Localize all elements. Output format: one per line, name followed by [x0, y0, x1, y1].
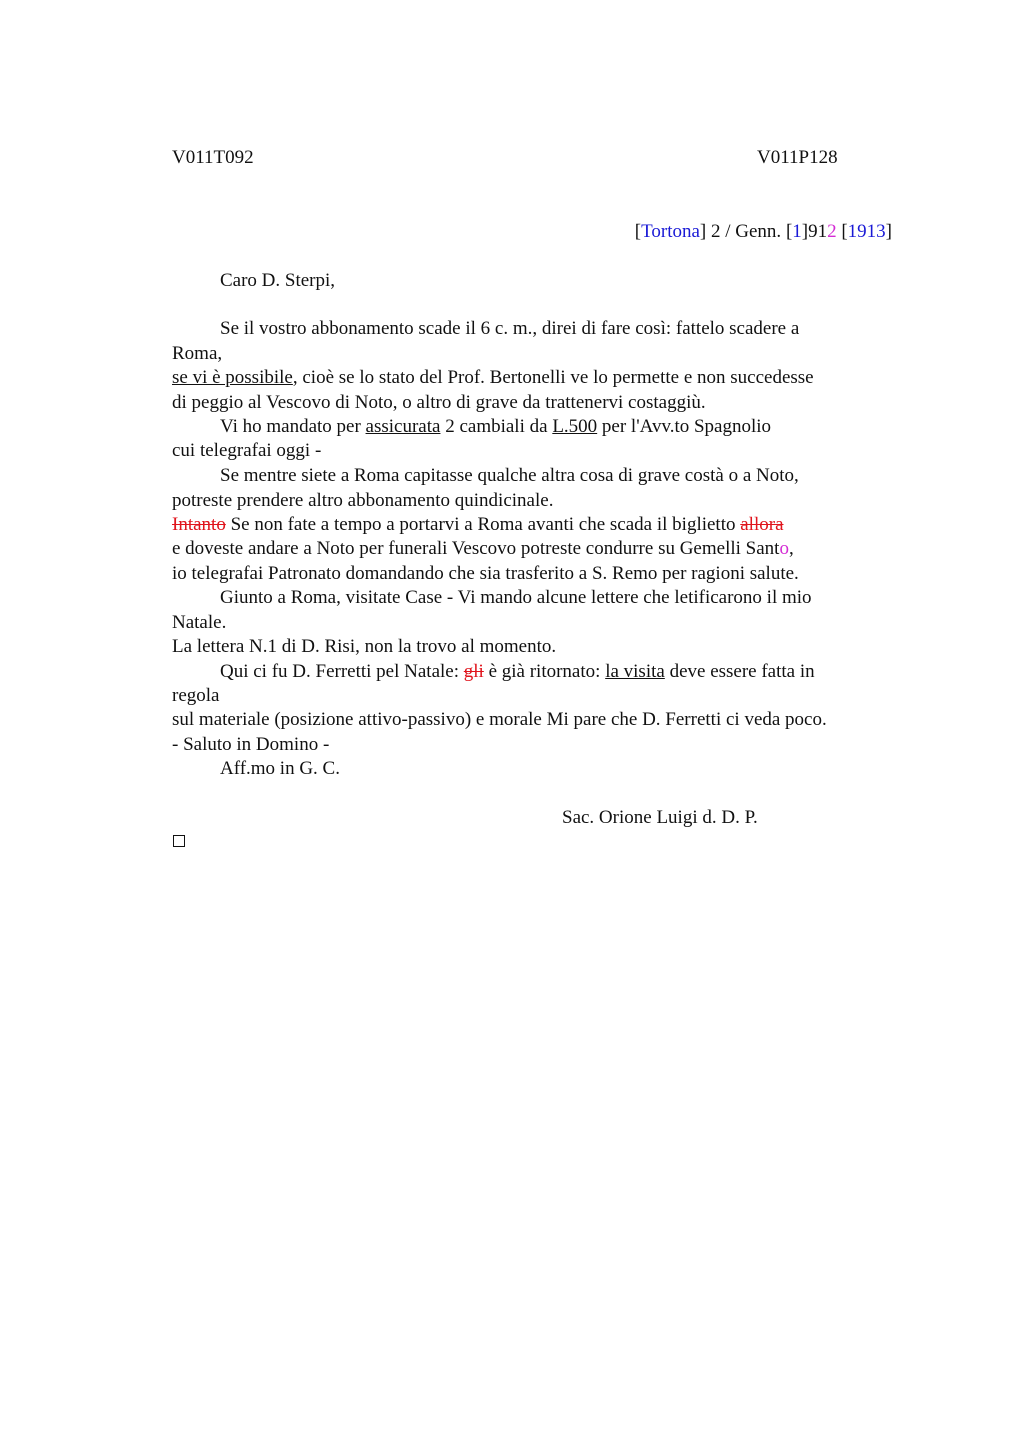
deleted-word: allora — [740, 514, 784, 535]
text-segment: e doveste andare a Noto per funerali Vescovo potreste condurre su Gemelli Sant — [172, 538, 780, 559]
text-segment: Qui ci fu D. Ferretti pel Natale: — [220, 661, 464, 682]
text-line: sul materiale (posizione attivo-passivo) e morale Mi pare che D. Ferretti ci veda poco. — [172, 709, 827, 730]
text-line: regola — [172, 685, 220, 706]
bracket-close: ] — [885, 221, 892, 242]
text-segment: è già ritornato: — [483, 661, 606, 682]
salutation: Caro D. Sterpi, — [220, 270, 336, 291]
text-line — [220, 661, 815, 683]
text-segment: , cioè se lo stato del Prof. Bertonelli ve lo permette e non succedesse — [292, 367, 814, 388]
underlined-word: assicurata — [365, 416, 441, 437]
archive-code-right: V011P128 — [757, 147, 838, 168]
text-line — [172, 538, 794, 560]
text-line: - Saluto in Domino - — [172, 734, 330, 755]
text-segment: Se non fate a tempo a portarvi a Roma avanti che scada il biglietto — [225, 514, 741, 535]
underlined-phrase: la visita — [605, 661, 665, 682]
dateline — [635, 221, 892, 243]
text-segment: deve essere fatta in — [664, 661, 815, 682]
text-line — [172, 514, 784, 536]
text-line: di peggio al Vescovo di Noto, o altro di grave da trattenervi costaggiù. — [172, 392, 706, 413]
text-line: Se il vostro abbonamento scade il 6 c. m., direi di fare così: fattelo scadere a — [220, 318, 800, 339]
text-line: Giunto a Roma, visitate Case - Vi mando alcune lettere che letificarono il mio — [220, 587, 812, 608]
bracket-open: [ — [785, 221, 793, 242]
bracket-close: ] — [801, 221, 809, 242]
closing-line: Aff.mo in G. C. — [220, 758, 340, 779]
text-line: Roma, — [172, 343, 223, 364]
deleted-word: gli — [463, 661, 484, 682]
text-line — [172, 367, 814, 389]
text-line: La lettera N.1 di D. Risi, non la trovo al momento. — [172, 636, 557, 657]
signature: Sac. Orione Luigi d. D. P. — [562, 807, 758, 828]
checkbox-square-icon — [173, 835, 185, 847]
deleted-word: Intanto — [172, 514, 226, 535]
text-segment: Vi ho mandato per — [220, 416, 366, 437]
text-segment: 2 cambiali da — [440, 416, 553, 437]
bracket-open: [ — [841, 221, 848, 242]
year-corrected: 1913 — [847, 221, 886, 242]
place-name: Tortona — [641, 221, 700, 242]
bracket-open: [ — [634, 221, 642, 242]
text-line: Natale. — [172, 612, 227, 633]
underlined-amount: L.500 — [552, 416, 598, 437]
bracket-close: ] — [699, 221, 707, 242]
text-line: io telegrafai Patronato domandando che sia trasferito a S. Remo per ragioni salute. — [172, 563, 799, 584]
archive-code-left: V011T092 — [172, 147, 254, 168]
text-line — [220, 416, 771, 438]
year-first-digit: 1 — [792, 221, 802, 242]
text-line: potreste prendere altro abbonamento quindicinale. — [172, 490, 554, 511]
text-line: Se mentre siete a Roma capitasse qualche altra cosa di grave costà o a Noto, — [220, 465, 799, 486]
text-line: cui telegrafai oggi - — [172, 440, 322, 461]
underlined-phrase: se vi è possibile — [172, 367, 293, 388]
text-segment: per l'Avv.to Spagnolio — [597, 416, 772, 437]
text-segment: , — [788, 538, 794, 559]
year-last-digit: 2 — [827, 221, 837, 242]
day-month: 2 / Genn. — [706, 221, 786, 242]
year-middle: 91 — [808, 221, 828, 242]
inserted-letter: o — [779, 538, 789, 559]
